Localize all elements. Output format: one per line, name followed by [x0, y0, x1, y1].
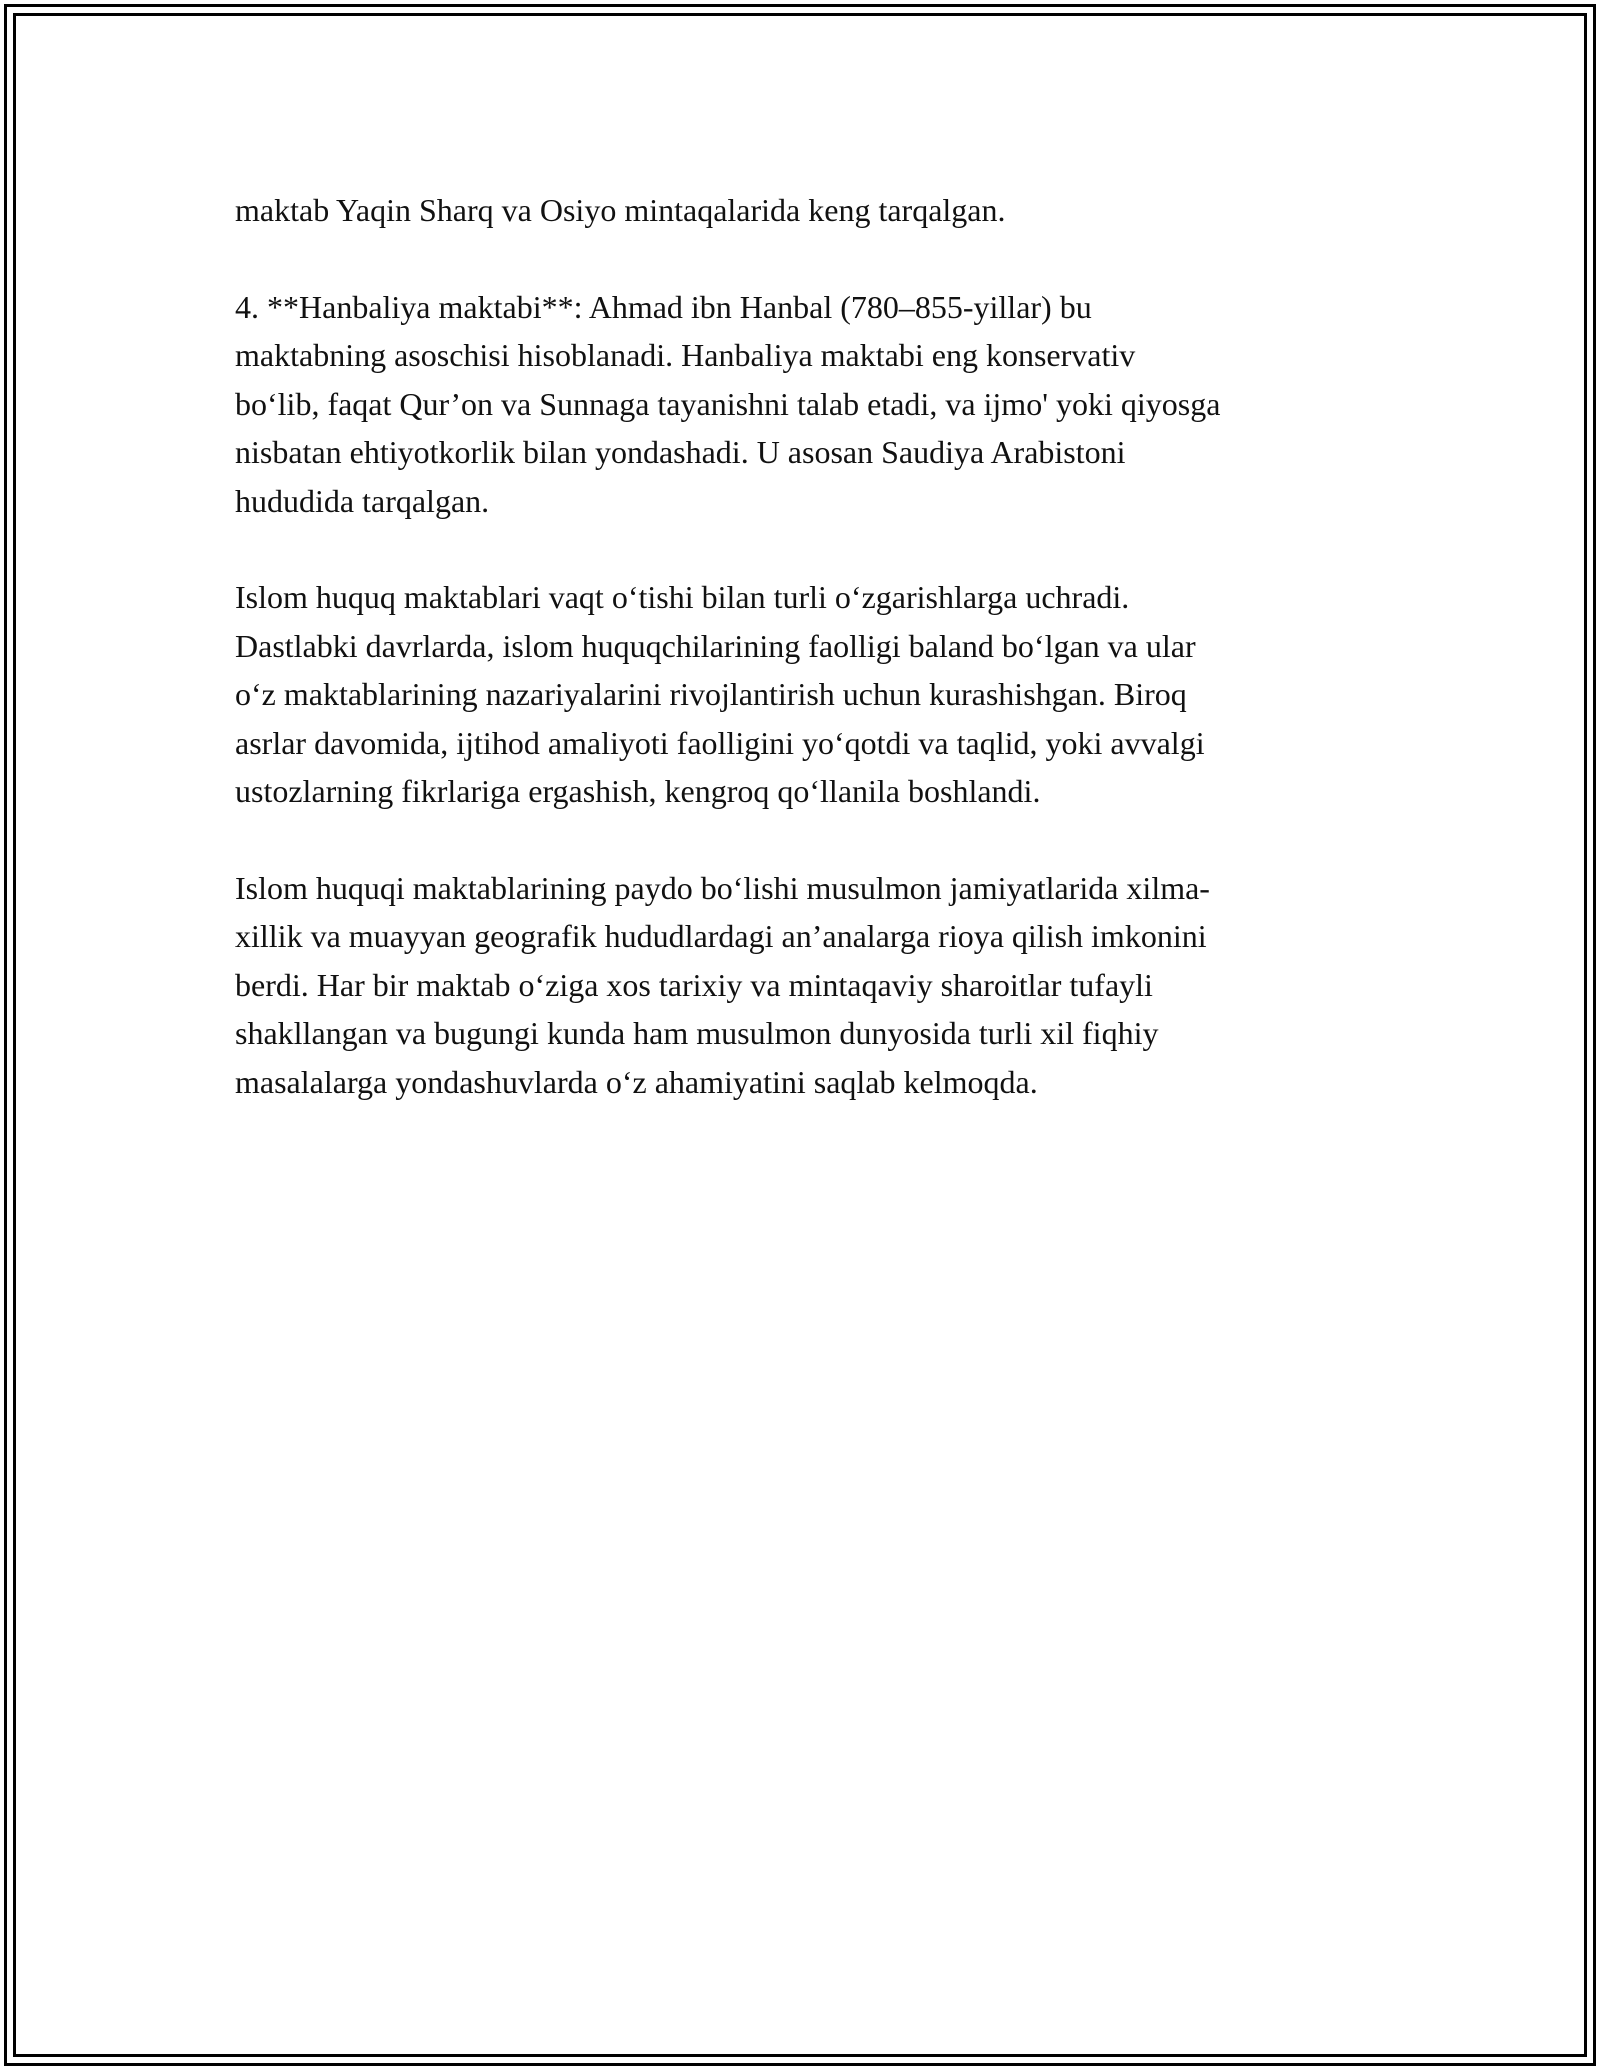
text-line: Islom huquqi maktablarining paydo bo‘lishi musulmon jamiyatlarida xilma-	[235, 869, 1210, 906]
text-line: asrlar davomida, ijtihod amaliyoti faolligini yo‘qotdi va taqlid, yoki avvalgi	[235, 724, 1205, 761]
text-line: xillik va muayyan geografik hududlardagi an’analarga rioya qilish imkonini	[235, 918, 1207, 954]
text-line: nisbatan ehtiyotkorlik bilan yondashadi. U asosan Saudiya Arabistoni	[235, 434, 1126, 470]
text-line: masalalarga yondashuvlarda o‘z ahamiyatini saqlab kelmoqda.	[235, 1063, 1038, 1100]
paragraph	[235, 186, 1375, 235]
text-line: Islom huquq maktablari vaqt o‘tishi bilan turli o‘zgarishlarga uchradi.	[235, 579, 1130, 615]
text-line: maktab Yaqin Sharq va Osiyo mintaqalarida keng tarqalgan.	[235, 192, 1006, 228]
paragraph	[235, 864, 1375, 1107]
text-line: berdi. Har bir maktab o‘ziga xos tarixiy va mintaqaviy sharoitlar tufayli	[235, 966, 1153, 1003]
text-line: Dastlabki davrlarda, islom huquqchilarining faolligi baland bo‘lgan va ular	[235, 627, 1196, 664]
text-line: hududida tarqalgan.	[235, 482, 490, 519]
paragraph	[235, 573, 1375, 816]
text-line: o‘z maktablarining nazariyalarini rivojlantirish uchun kurashishgan. Biroq	[235, 676, 1187, 712]
paragraph	[235, 283, 1375, 526]
text-line: ustozlarning fikrlariga ergashish, kengroq qo‘llanila boshlandi.	[235, 773, 1041, 809]
text-line: 4. **Hanbaliya maktabi**: Ahmad ibn Hanbal (780–855-yillar) bu	[235, 288, 1092, 325]
text-line: bo‘lib, faqat Qur’on va Sunnaga tayanishni talab etadi, va ijmo' yoki qiyosga	[235, 385, 1221, 422]
document-body	[235, 186, 1375, 1154]
text-line: maktabning asoschisi hisoblanadi. Hanbaliya maktabi eng konservativ	[235, 337, 1136, 373]
text-line: shakllangan va bugungi kunda ham musulmon dunyosida turli xil fiqhiy	[235, 1015, 1159, 1051]
